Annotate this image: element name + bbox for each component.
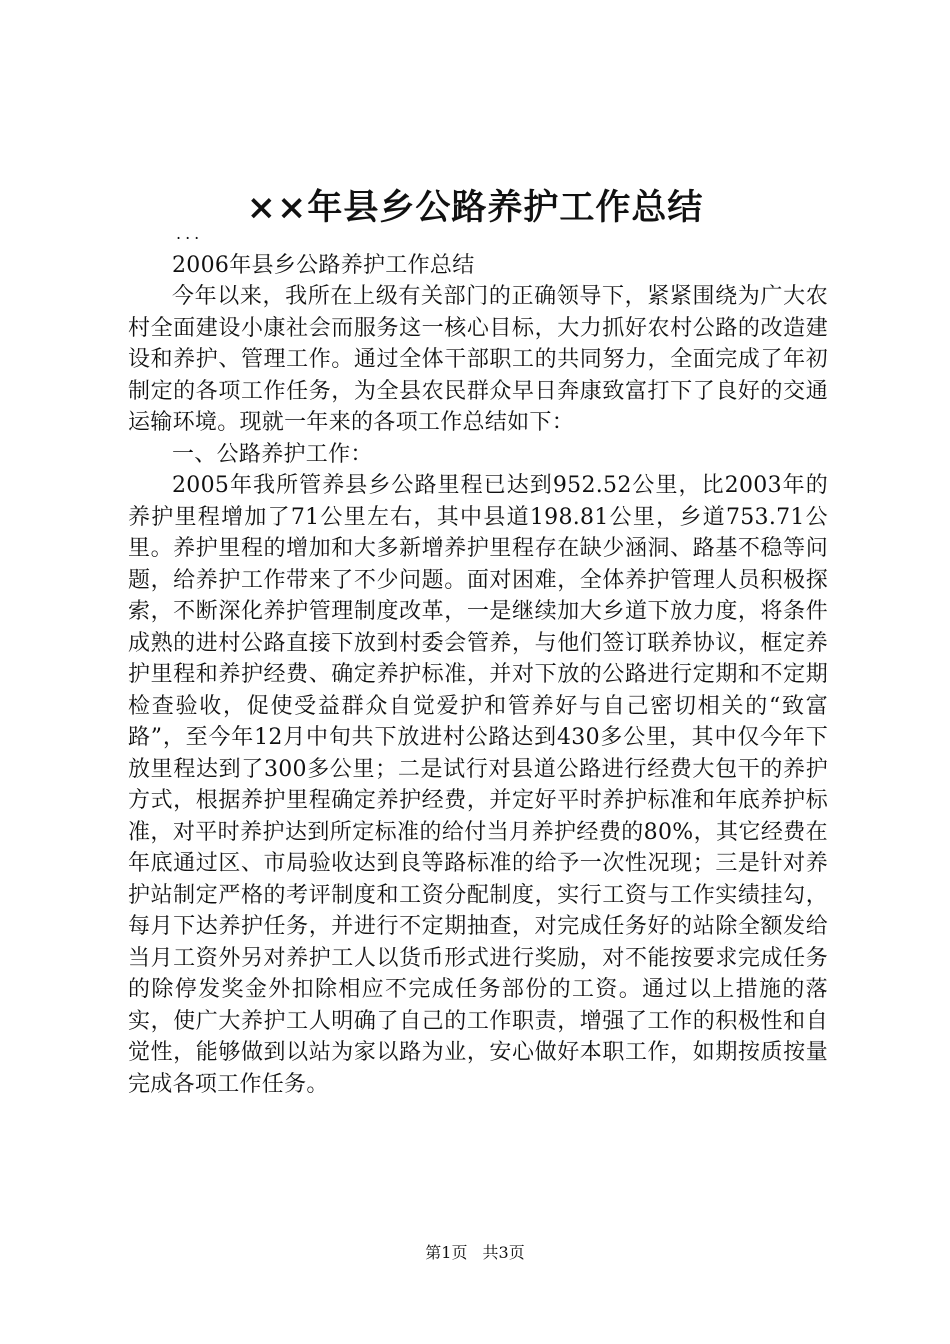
paragraph-intro: 今年以来，我所在上级有关部门的正确领导下，紧紧围绕为广大农村全面建设小康社会而服务这一核心目标，大力抓好农村公路的改造建设和养护、管理工作。通过全体干部职工的共同努力，全面完成了年初制定的各项工作任务，为全县农民群众早日奔康致富打下了良好的交通运输环境。现就一年来的各项工作总结如下： <box>128 284 828 435</box>
page-footer <box>0 1242 950 1264</box>
document-subtitle: 2006年县乡公路养护工作总结 <box>172 252 475 278</box>
paragraph-road-maintenance: 2005年我所管养县乡公路里程已达到952.52公里，比2003年的养护里程增加了71公里左右，其中县道198.81公里，乡道753.71公里。养护里程的增加和大多新增养护里程存在缺少涵洞、路基不稳等问题，给养护工作带来了不少问题。面对困难，全体养护管理人员积极探索，不断深化养护管理制度改革，一是继续加大乡道下放力度，将条件成熟的进村公路直接下放到村委会管养，与他们签订联养协议，框定养护里程和养护经费、确定养护标准，并对下放的公路进行定期和不定期检查验收，促使受益群众自觉爱护和管养好与自己密切相关的“致富路”，至今年12月中旬共下放进村公路达到430多公里，其中仅今年下放里程达到了300多公里；二是试行对县道公路进行经费大包干的养护方式，根据养护里程确定养护经费，并定好平时养护标准和年底养护标准，对平时养护达到所定标准的给付当月养护经费的80%，其它经费在年底通过区、市局验收达到良等路标准的给予一次性况现；三是针对养护站制定严格的考评制度和工资分配制度，实行工资与工作实绩挂勾，每月下达养护任务，并进行不定期抽查，对完成任务好的站除全额发给当月工资外另对养护工人以货币形式进行奖励，对不能按要求完成任务的除停发奖金外扣除相应不完成任务部份的工资。通过以上措施的落实，使广大养护工人明确了自己的工作职责，增强了工作的积极性和自觉性，能够做到以站为家以路为业，安心做好本职工作，如期按质按量完成各项工作任务。 <box>128 473 828 1097</box>
document-title: ××年县乡公路养护工作总结 <box>246 187 704 228</box>
page-number: 第1页 <box>425 1243 468 1262</box>
page-total: 共3页 <box>482 1243 525 1262</box>
document-body <box>128 218 828 1100</box>
ellipsis-line: ... <box>176 224 204 243</box>
section-heading-road-maintenance: 一、公路养护工作： <box>172 441 373 467</box>
